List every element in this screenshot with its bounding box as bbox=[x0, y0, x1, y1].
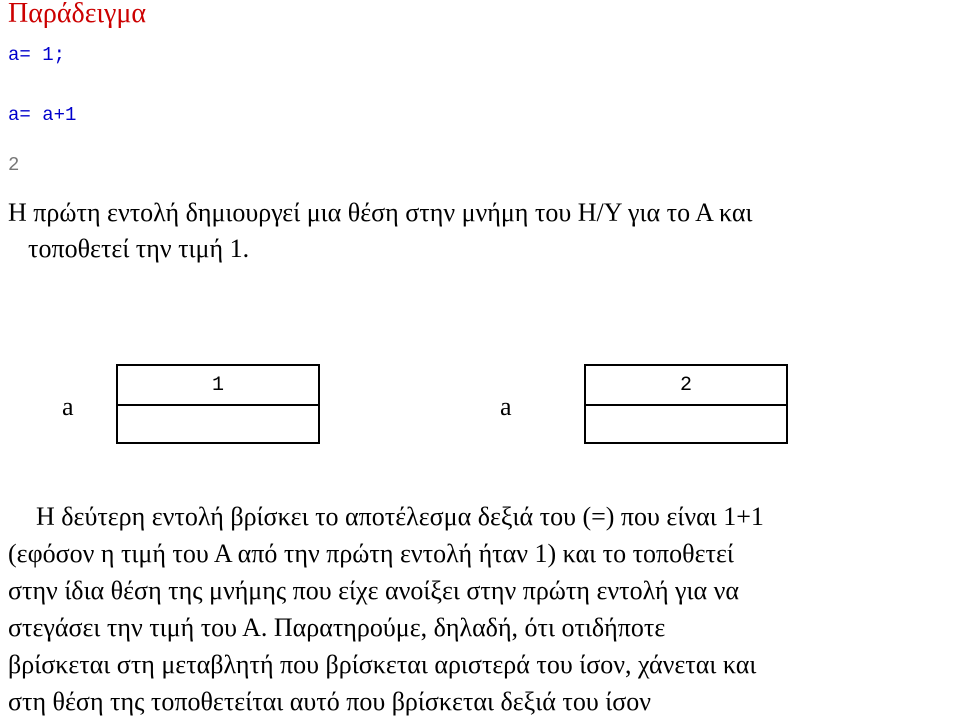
page-title: Παράδειγμα bbox=[8, 0, 147, 29]
explanation2-line2: (εφόσον η τιμή του Α από την πρώτη εντολή ήταν 1) και το τοποθετεί bbox=[8, 539, 734, 568]
explanation2-line6: στη θέση της τοποθετείται αυτό που βρίσκεται δεξιά του ίσον bbox=[8, 687, 651, 716]
explanation2-line5: βρίσκεται στη μεταβλητή που βρίσκεται αριστερά του ίσον, χάνεται και bbox=[8, 650, 757, 679]
code-line-increment: a= a+1 bbox=[8, 104, 77, 126]
code-output: 2 bbox=[8, 154, 20, 176]
explanation2-line3: στην ίδια θέση της μνήμης που είχε ανοίξει στην πρώτη εντολή για να bbox=[8, 576, 740, 605]
code-line-assign: a= 1; bbox=[8, 44, 66, 66]
memory-cell-right bbox=[584, 364, 788, 444]
memory-left-label: a bbox=[62, 392, 74, 421]
memory-cell-right-value: 2 bbox=[586, 366, 786, 406]
explanation1-line2: τοποθετεί την τιμή 1. bbox=[28, 234, 250, 263]
memory-cell-left bbox=[116, 364, 320, 444]
memory-right-label: a bbox=[500, 392, 512, 421]
memory-cell-left-value: 1 bbox=[118, 366, 318, 406]
explanation2-line4: στεγάσει την τιμή του Α. Παρατηρούμε, δηλαδή, ότι οτιδήποτε bbox=[8, 613, 666, 642]
explanation1-line1: Η πρώτη εντολή δημιουργεί μια θέση στην μνήμη του Η/Υ για το Α και bbox=[8, 198, 753, 227]
explanation2-line1: Η δεύτερη εντολή βρίσκει το αποτέλεσμα δεξιά του (=) που είναι 1+1 bbox=[36, 502, 764, 531]
